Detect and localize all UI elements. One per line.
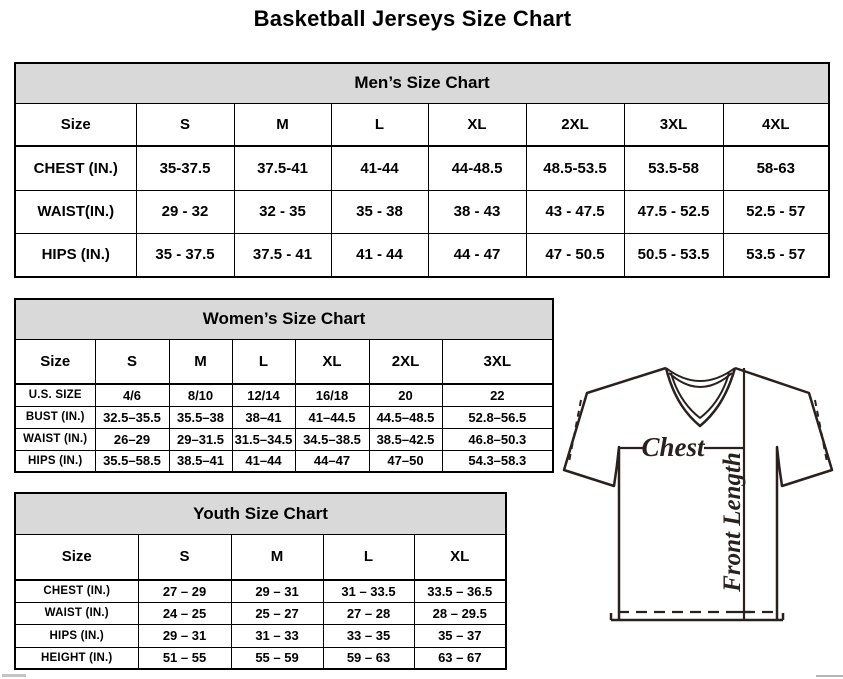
page-title: Basketball Jerseys Size Chart bbox=[253, 6, 572, 31]
column-header: 3XL bbox=[442, 339, 553, 384]
size-value-cell: 35 - 37.5 bbox=[136, 233, 234, 277]
size-value-cell: 53.5-58 bbox=[624, 146, 723, 190]
column-header: L bbox=[331, 103, 428, 146]
size-value-cell: 35 – 37 bbox=[414, 624, 506, 647]
womens-chart-title: Women’s Size Chart bbox=[15, 299, 553, 339]
table-row bbox=[15, 384, 553, 406]
size-value-cell: 59 – 63 bbox=[323, 647, 414, 669]
size-value-cell: 58-63 bbox=[723, 146, 829, 190]
column-header: S bbox=[138, 534, 231, 580]
size-value-cell: 52.8–56.5 bbox=[442, 406, 553, 428]
size-value-cell: 38.5–42.5 bbox=[369, 428, 442, 450]
row-label: WAIST (IN.) bbox=[15, 428, 95, 450]
table-row bbox=[15, 146, 829, 190]
table-row bbox=[15, 233, 829, 277]
size-value-cell: 50.5 - 53.5 bbox=[624, 233, 723, 277]
row-label: HIPS (IN.) bbox=[15, 624, 138, 647]
size-value-cell: 44-48.5 bbox=[428, 146, 526, 190]
size-value-cell: 27 – 29 bbox=[138, 580, 231, 602]
column-header: XL bbox=[428, 103, 526, 146]
table-row bbox=[15, 647, 506, 669]
column-header: 2XL bbox=[369, 339, 442, 384]
size-value-cell: 8/10 bbox=[169, 384, 232, 406]
size-value-cell: 32 - 35 bbox=[234, 190, 331, 233]
column-header: 3XL bbox=[624, 103, 723, 146]
chest-label: Chest bbox=[641, 432, 705, 462]
size-value-cell: 47–50 bbox=[369, 450, 442, 472]
table-row bbox=[15, 406, 553, 428]
column-header: XL bbox=[414, 534, 506, 580]
table-row bbox=[15, 624, 506, 647]
column-header: 2XL bbox=[526, 103, 624, 146]
collar-v-inner bbox=[671, 373, 729, 418]
size-value-cell: 38–41 bbox=[232, 406, 295, 428]
size-value-cell: 35 - 38 bbox=[331, 190, 428, 233]
table-row bbox=[15, 190, 829, 233]
womens-size-table bbox=[14, 298, 554, 473]
mens-size-table bbox=[14, 62, 830, 278]
row-label: HIPS (IN.) bbox=[15, 450, 95, 472]
size-value-cell: 22 bbox=[442, 384, 553, 406]
size-value-cell: 25 – 27 bbox=[231, 602, 323, 624]
size-value-cell: 16/18 bbox=[295, 384, 369, 406]
size-value-cell: 47 - 50.5 bbox=[526, 233, 624, 277]
size-value-cell: 12/14 bbox=[232, 384, 295, 406]
row-label: HIPS (IN.) bbox=[15, 233, 136, 277]
size-value-cell: 4/6 bbox=[95, 384, 169, 406]
row-label: BUST (IN.) bbox=[15, 406, 95, 428]
jersey-outline-left bbox=[564, 368, 666, 620]
table-row bbox=[15, 450, 553, 472]
size-value-cell: 31.5–34.5 bbox=[232, 428, 295, 450]
size-value-cell: 35.5–58.5 bbox=[95, 450, 169, 472]
size-value-cell: 37.5 - 41 bbox=[234, 233, 331, 277]
size-value-cell: 32.5–35.5 bbox=[95, 406, 169, 428]
jersey-hem-line bbox=[611, 613, 783, 620]
size-value-cell: 38.5–41 bbox=[169, 450, 232, 472]
size-value-cell: 47.5 - 52.5 bbox=[624, 190, 723, 233]
column-header: XL bbox=[295, 339, 369, 384]
size-value-cell: 54.3–58.3 bbox=[442, 450, 553, 472]
size-value-cell: 44 - 47 bbox=[428, 233, 526, 277]
table-row bbox=[15, 602, 506, 624]
clipped-ui-fragment-left bbox=[2, 674, 26, 677]
size-value-cell: 31 – 33.5 bbox=[323, 580, 414, 602]
column-header: 4XL bbox=[723, 103, 829, 146]
column-header: Size bbox=[15, 103, 136, 146]
column-header: S bbox=[136, 103, 234, 146]
row-label: WAIST (IN.) bbox=[15, 602, 138, 624]
size-value-cell: 41-44 bbox=[331, 146, 428, 190]
row-label: HEIGHT (IN.) bbox=[15, 647, 138, 669]
column-header: M bbox=[231, 534, 323, 580]
table-row bbox=[15, 428, 553, 450]
size-value-cell: 44–47 bbox=[295, 450, 369, 472]
size-value-cell: 28 – 29.5 bbox=[414, 602, 506, 624]
size-value-cell: 51 – 55 bbox=[138, 647, 231, 669]
table-row bbox=[15, 580, 506, 602]
size-value-cell: 52.5 - 57 bbox=[723, 190, 829, 233]
mens-chart-title: Men’s Size Chart bbox=[15, 63, 829, 103]
size-value-cell: 43 - 47.5 bbox=[526, 190, 624, 233]
size-value-cell: 29 - 32 bbox=[136, 190, 234, 233]
row-label: CHEST (IN.) bbox=[15, 580, 138, 602]
size-value-cell: 41 - 44 bbox=[331, 233, 428, 277]
column-header: Size bbox=[15, 339, 95, 384]
size-value-cell: 35.5–38 bbox=[169, 406, 232, 428]
size-value-cell: 35-37.5 bbox=[136, 146, 234, 190]
size-value-cell: 31 – 33 bbox=[231, 624, 323, 647]
size-value-cell: 34.5–38.5 bbox=[295, 428, 369, 450]
size-value-cell: 33 – 35 bbox=[323, 624, 414, 647]
jersey-outline-right bbox=[735, 368, 832, 620]
size-value-cell: 55 – 59 bbox=[231, 647, 323, 669]
size-value-cell: 20 bbox=[369, 384, 442, 406]
size-value-cell: 53.5 - 57 bbox=[723, 233, 829, 277]
size-value-cell: 38 - 43 bbox=[428, 190, 526, 233]
column-header: M bbox=[234, 103, 331, 146]
size-value-cell: 29 – 31 bbox=[138, 624, 231, 647]
column-header: S bbox=[95, 339, 169, 384]
size-value-cell: 37.5-41 bbox=[234, 146, 331, 190]
column-header: M bbox=[169, 339, 232, 384]
size-value-cell: 29 – 31 bbox=[231, 580, 323, 602]
size-value-cell: 24 – 25 bbox=[138, 602, 231, 624]
size-value-cell: 41–44.5 bbox=[295, 406, 369, 428]
size-value-cell: 48.5-53.5 bbox=[526, 146, 624, 190]
jersey-diagram bbox=[552, 352, 843, 652]
row-label: U.S. SIZE bbox=[15, 384, 95, 406]
column-header: L bbox=[232, 339, 295, 384]
size-value-cell: 41–44 bbox=[232, 450, 295, 472]
size-value-cell: 44.5–48.5 bbox=[369, 406, 442, 428]
size-value-cell: 29–31.5 bbox=[169, 428, 232, 450]
row-label: WAIST(IN.) bbox=[15, 190, 136, 233]
youth-chart-title: Youth Size Chart bbox=[15, 493, 506, 534]
size-value-cell: 27 – 28 bbox=[323, 602, 414, 624]
size-value-cell: 26–29 bbox=[95, 428, 169, 450]
column-header: L bbox=[323, 534, 414, 580]
size-value-cell: 46.8–50.3 bbox=[442, 428, 553, 450]
column-header: Size bbox=[15, 534, 138, 580]
front-length-label: Front Length bbox=[719, 452, 746, 592]
size-value-cell: 33.5 – 36.5 bbox=[414, 580, 506, 602]
size-value-cell: 63 – 67 bbox=[414, 647, 506, 669]
clipped-ui-fragment-right bbox=[816, 675, 843, 677]
row-label: CHEST (IN.) bbox=[15, 146, 136, 190]
youth-size-table bbox=[14, 492, 507, 670]
